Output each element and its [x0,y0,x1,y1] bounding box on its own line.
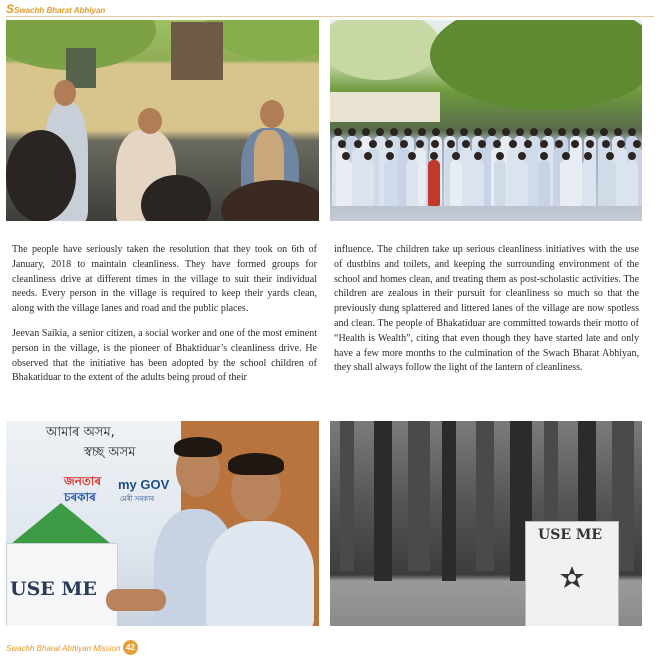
student-head [586,140,594,148]
boy-shirt [206,521,314,626]
use-me-label: USE ME [538,527,603,543]
student-head [558,128,566,136]
student-head [354,140,362,148]
student-head [342,152,350,160]
page-footer [6,640,306,660]
header-divider [6,16,654,17]
student-head [586,128,594,136]
student-head [338,140,346,148]
leg-figure [408,421,430,571]
student-head [509,140,517,148]
photo-students [330,20,642,221]
student-head [452,152,460,160]
crowd-head [221,180,319,221]
student-figure [516,160,528,206]
poster-slogan: স্বচ্ছ অসম [84,445,136,460]
student-head [628,128,636,136]
photo-officials [6,20,319,221]
student-head [488,128,496,136]
student-figure [560,160,572,206]
mygov-logo: my GOV [118,477,170,492]
student-head [633,140,641,148]
man-head [138,108,162,134]
boy-hands [106,589,166,611]
student-head [348,128,356,136]
student-head [462,140,470,148]
mygov-subtitle: মেৰী সৰকাৰ [120,496,155,503]
student-head [562,152,570,160]
student-head [386,152,394,160]
man-head [260,100,284,128]
student-head [400,140,408,148]
tree-foliage [430,20,642,110]
student-head [555,140,563,148]
student-head [334,128,342,136]
student-head [430,152,438,160]
student-head [478,140,486,148]
student-head [524,140,532,148]
student-head [518,152,526,160]
student-head [530,128,538,136]
student-head [584,152,592,160]
student-head [602,140,610,148]
student-figure [582,160,594,206]
student-head [416,140,424,148]
student-head [385,140,393,148]
man-head [54,80,76,106]
student-head [628,152,636,160]
student-head [364,152,372,160]
student-head [447,140,455,148]
leg-figure [374,421,392,581]
photo-boys-with-dustbin [6,421,319,626]
student-figure [428,160,440,206]
student-head [614,128,622,136]
use-me-label: USE ME [10,578,97,600]
poster-graphic [6,503,116,548]
student-head [493,140,501,148]
article-paragraph: Jeevan Saikia, a senior citizen, a social worker and one of the most eminent person in the village, is the pioneer of Bhaktiduar’s cleanliness drive. He observed that the initiative has been adopted by the school children of Bhakatiduar to the extent of the adults being proud of their [12,327,317,384]
student-head [431,140,439,148]
student-head [540,140,548,148]
student-head [474,128,482,136]
swachh-bharat-logo: SSwachh Bharat Abhiyan [6,2,106,16]
boy-hair [174,437,222,457]
student-figure [340,160,352,206]
article-paragraph: influence. The children take up serious cleanliness initiatives with the use of dustbins and toilets, and keeping the surrounding environment of the school and homes clean, and treating them as post-scholastic activities. The children are zealous in their pursuit for cleanliness so much so that the previously dung splattered and littered lanes of the village are now spotless and clean. The people of Bhakatiduar are committed towards their motto of “Health is Wealth”, citing that even though they have started late and only have a few more months to the culmination of the Swach Bharat Abhiyan, they shall always follow the light of the lantern of cleanliness. [334,244,639,374]
student-figure [384,160,396,206]
poster-logo: জনতাৰ [64,474,102,488]
student-head [446,128,454,136]
student-head [390,128,398,136]
poster-logo: চৰকাৰ [64,490,96,504]
student-head [369,140,377,148]
article-column-left [12,243,317,396]
student-head [540,152,548,160]
student-head [432,128,440,136]
student-figure [494,160,506,206]
student-head [418,128,426,136]
footer-title: Swachh Bharat Abhiyan Mission [6,644,121,653]
student-head [404,128,412,136]
student-head [460,128,468,136]
student-head [606,152,614,160]
boy-hair [228,453,284,475]
student-figure [472,160,484,206]
student-figure [538,160,550,206]
school-building [330,92,440,122]
article-column-right [334,243,639,386]
leg-figure [442,421,456,581]
student-figure [450,160,462,206]
tree-foliage [330,20,440,80]
page-header [0,0,660,18]
flower-emblem-icon [560,566,584,590]
student-head [408,152,416,160]
vest [254,130,284,185]
student-head [571,140,579,148]
leg-figure [476,421,494,571]
student-figure [362,160,374,206]
building-window [171,22,223,80]
student-head [502,128,510,136]
student-head [600,128,608,136]
article-paragraph: The people have seriously taken the resolution that they took on 6th of January, 2018 to maintain cleanliness. They have formed groups for cleanliness drive at different times in the village to suit their individual needs. Every person in the village is required to keep their yards clean, along with the village lanes and road and the public places. [12,244,317,315]
student-figure [626,160,638,206]
student-figure [406,160,418,206]
student-head [376,128,384,136]
student-head [496,152,504,160]
crowd-head [6,130,76,221]
crowd-head [141,175,211,221]
student-head [572,128,580,136]
page-number: 42 [123,640,138,655]
student-head [544,128,552,136]
photo-dustbin [330,421,642,626]
student-head [516,128,524,136]
student-head [474,152,482,160]
student-figure [604,160,616,206]
student-head [362,128,370,136]
student-head [617,140,625,148]
leg-figure [340,421,354,571]
poster-slogan: আমাৰ অসম, [46,425,115,440]
